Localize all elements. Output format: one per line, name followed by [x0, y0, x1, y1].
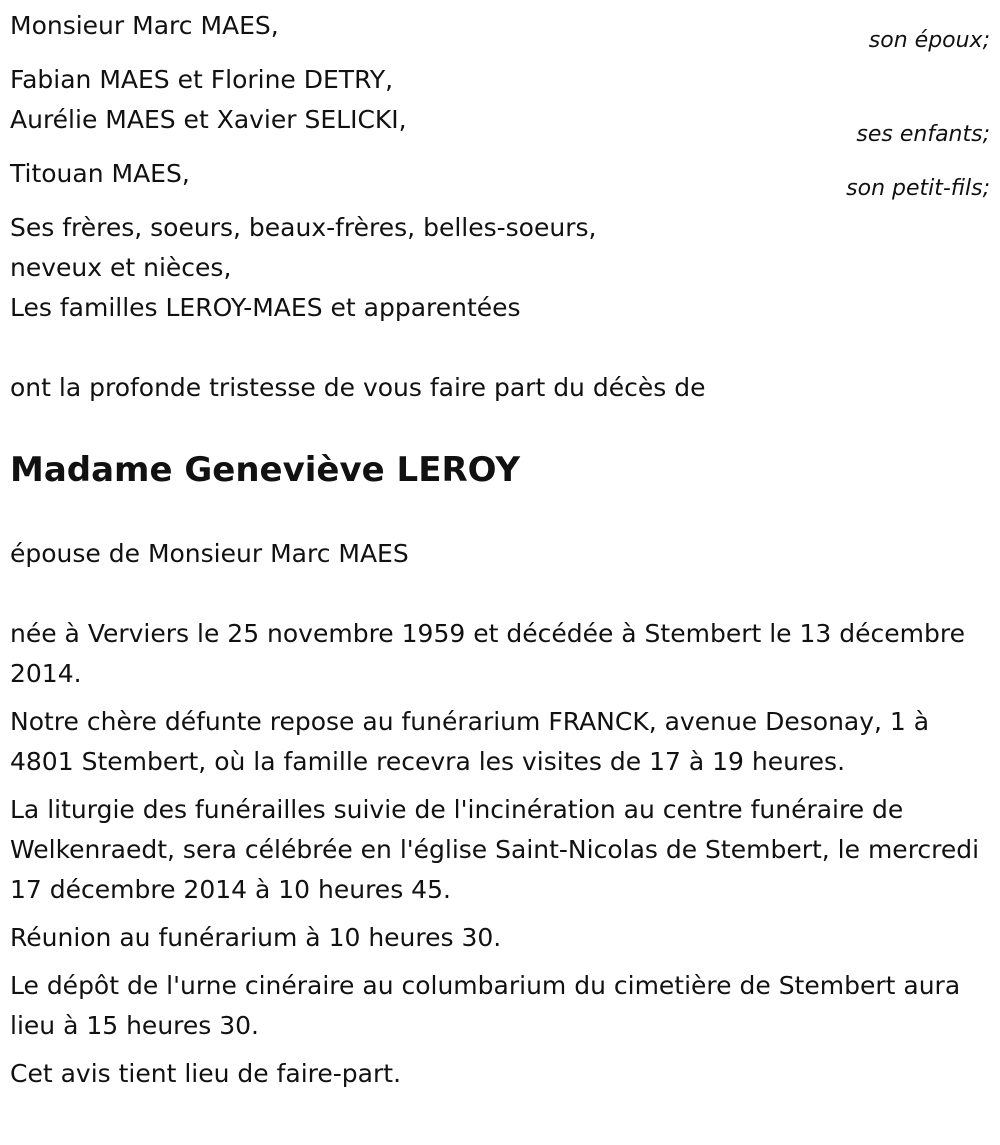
urn-paragraph: Le dépôt de l'urne cinéraire au columbarium du cimetière de Stembert aura lieu à 15 heures 30. — [10, 971, 961, 1040]
spacer — [10, 574, 990, 614]
grandchild-name: Titouan MAES, — [10, 159, 190, 188]
meeting-paragraph: Réunion au funérarium à 10 heures 30. — [10, 923, 502, 952]
child-couple-2: Aurélie MAES et Xavier SELICKI, — [10, 105, 407, 134]
obituary-notice — [10, 6, 990, 1102]
family-line-1: Ses frères, soeurs, beaux-frères, belles-soeurs, — [10, 213, 597, 242]
grandchild-group — [10, 154, 990, 202]
spacer — [10, 328, 990, 368]
funeral-paragraph: La liturgie des funérailles suivie de l'incinération au centre funéraire de Welkenraedt, sera célébrée en l'église Saint-Nicolas de Stembert, le mercredi 17 décembre 2014 à 10 heures 45. — [10, 795, 980, 904]
relation-label-grandchild: son petit-fils; — [846, 176, 990, 201]
spouse-name: Monsieur Marc MAES, — [10, 11, 279, 40]
family-line-2: neveux et nièces, — [10, 253, 232, 282]
deceased-name: Madame Geneviève LEROY — [10, 450, 520, 490]
announcement-line: ont la profonde tristesse de vous faire part du décès de — [10, 373, 706, 402]
spouse-line: épouse de Monsieur Marc MAES — [10, 539, 409, 568]
children-group — [10, 60, 990, 148]
birth-death-paragraph: née à Verviers le 25 novembre 1959 et décédée à Stembert le 13 décembre 2014. — [10, 619, 965, 688]
closing-paragraph: Cet avis tient lieu de faire-part. — [10, 1059, 402, 1088]
relation-label-children: ses enfants; — [856, 122, 990, 147]
extended-family — [10, 208, 990, 328]
viewing-paragraph: Notre chère défunte repose au funérarium FRANCK, avenue Desonay, 1 à 4801 Stembert, où la famille recevra les visites de 17 à 19 heures. — [10, 707, 930, 776]
family-line-3: Les familles LEROY-MAES et apparentées — [10, 293, 521, 322]
child-couple-1: Fabian MAES et Florine DETRY, — [10, 65, 394, 94]
relation-label-spouse: son époux; — [868, 28, 990, 53]
spouse-group — [10, 6, 990, 54]
